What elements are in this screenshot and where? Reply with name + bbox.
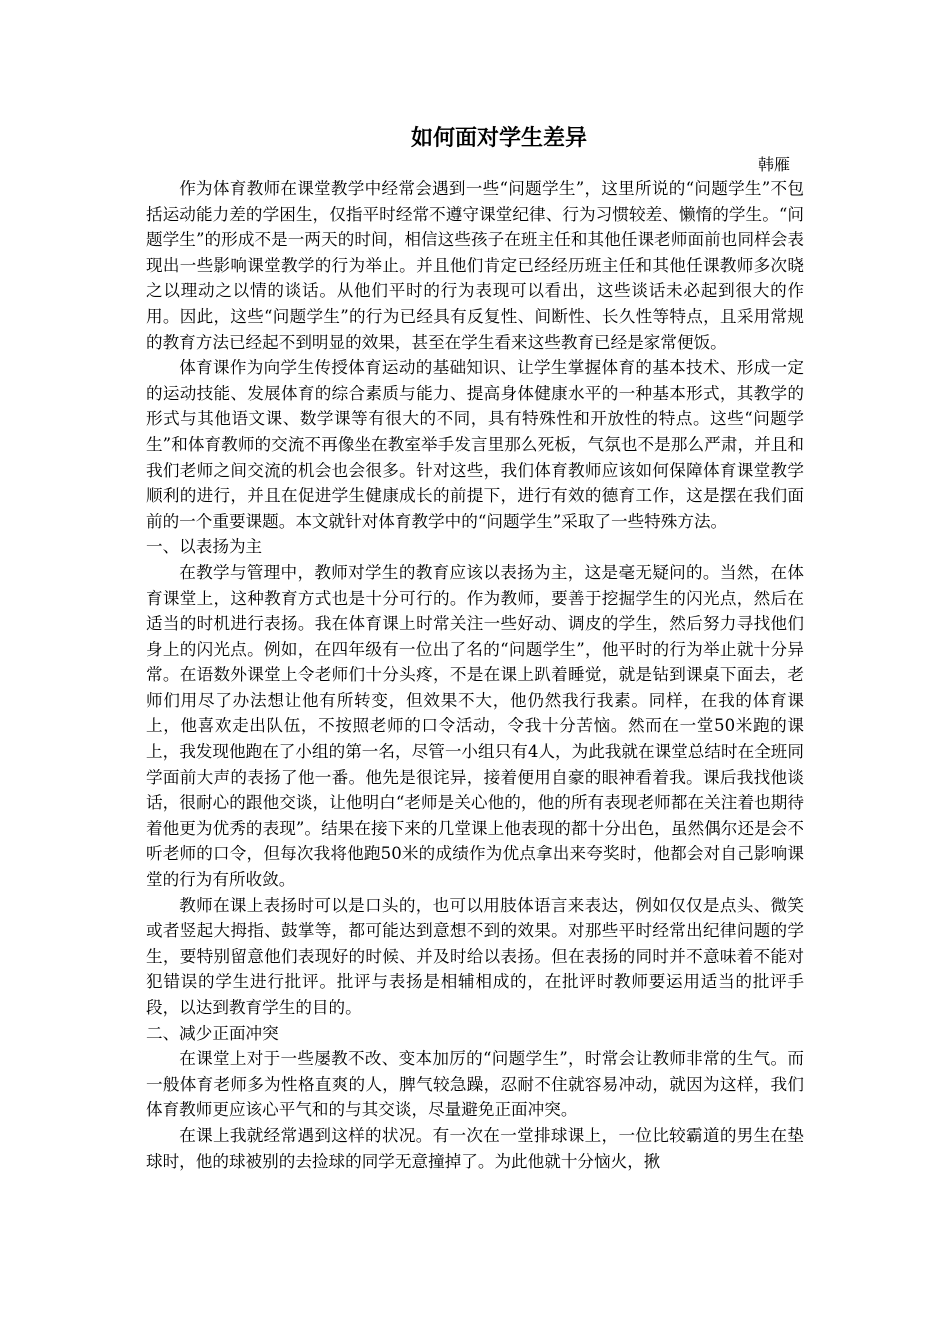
section2-paragraph-2: 在课上我就经常遇到这样的状况。有一次在一堂排球课上，一位比较霸道的男生在垫球时，他的球被别的去捡球的同学无意撞掉了。为此他就十分恼火，揪 [146, 1125, 804, 1171]
section1-paragraph-2: 教师在课上表扬时可以是口头的，也可以用肢体语言来表达，例如仅仅是点头、微笑或者竖起大拇指、鼓掌等，都可能达到意想不到的效果。对那些平时经常出纪律问题的学生，要特别留意他们表现好的时候、并及时给以表扬。但在表扬的同时并不意味着不能对犯错误的学生进行批评。批评与表扬是相辅相成的，在批评时教师要运用适当的批评手段，以达到教育学生的目的。 [146, 895, 804, 1017]
intro-paragraph-2: 体育课作为向学生传授体育运动的基础知识、让学生掌握体育的基本技术、形成一定的运动技能、发展体育的综合素质与能力、提高身体健康水平的一种基本形式，其教学的形式与其他语文课、数学课等有很大的不同，具有特殊性和开放性的特点。这些“问题学生”和体育教师的交流不再像坐在教室举手发言里那么死板，气氛也不是那么严肃，并且和我们老师之间交流的机会也会很多。针对这些，我们体育教师应该如何保障体育课堂教学顺利的进行，并且在促进学生健康成长的前提下，进行有效的德育工作，这是摆在我们面前的一个重要课题。本文就针对体育教学中的“问题学生”采取了一些特殊方法。 [146, 358, 804, 531]
intro-paragraph-1: 作为体育教师在课堂教学中经常会遇到一些“问题学生”，这里所说的“问题学生”不包括运动能力差的学困生，仅指平时经常不遵守课堂纪律、行为习惯较差、懒惰的学生。“问题学生”的形成不是一两天的时间，相信这些孩子在班主任和其他任课老师面前也同样会表现出一些影响课堂教学的行为举止。并且他们肯定已经经历班主任和其他任课教师多次晓之以理动之以情的谈话。从他们平时的行为表现可以看出，这些谈话未必起到很大的作用。因此，这些“问题学生”的行为已经具有反复性、间断性、长久性等特点，且采用常规的教育方法已经起不到明显的效果，甚至在学生看来这些教育已经是家常便饭。 [146, 179, 804, 352]
section-heading-2: 二、减少正面冲突 [146, 1023, 279, 1043]
author-name: 韩雁 [757, 155, 790, 174]
section2-paragraph-1: 在课堂上对于一些屡教不改、变本加厉的“问题学生”，时常会让教师非常的生气。而一般体育老师多为性格直爽的人，脾气较急躁，忍耐不住就容易冲动，就因为这样，我们体育教师更应该心平气和的与其交谈，尽量避免正面冲突。 [146, 1049, 804, 1120]
section1-paragraph-1: 在教学与管理中，教师对学生的教育应该以表扬为主，这是毫无疑问的。当然，在体育课堂上，这种教育方式也是十分可行的。作为教师，要善于挖掘学生的闪光点，然后在适当的时机进行表扬。我在体育课上时常关注一些好动、调皮的学生，然后努力寻找他们身上的闪光点。例如，在四年级有一位出了名的“问题学生”，他平时的行为举止就十分异常。在语数外课堂上令老师们十分头疼，不是在课上趴着睡觉，就是钻到课桌下面去，老师们用尽了办法想让他有所转变，但效果不大，他仍然我行我素。同样，在我的体育课上，他喜欢走出队伍，不按照老师的口令活动，令我十分苦恼。然而在一堂50米跑的课上，我发现他跑在了小组的第一名，尽管一小组只有4人，为此我就在课堂总结时在全班同学面前大声的表扬了他一番。他先是很诧异，接着便用自豪的眼神看着我。课后我找他谈话，很耐心的跟他交谈，让他明白“老师是关心他的，他的所有表现老师都在关注着也期待着他更为优秀的表现”。结果在接下来的几堂课上他表现的都十分出色，虽然偶尔还是会不听老师的口令，但每次我将他跑50米的成绩作为优点拿出来夸奖时，他都会对自己影响课堂的行为有所收敛。 [146, 562, 804, 890]
document-title: 如何面对学生差异 [410, 126, 587, 151]
section-heading-1: 一、以表扬为主 [146, 537, 263, 557]
